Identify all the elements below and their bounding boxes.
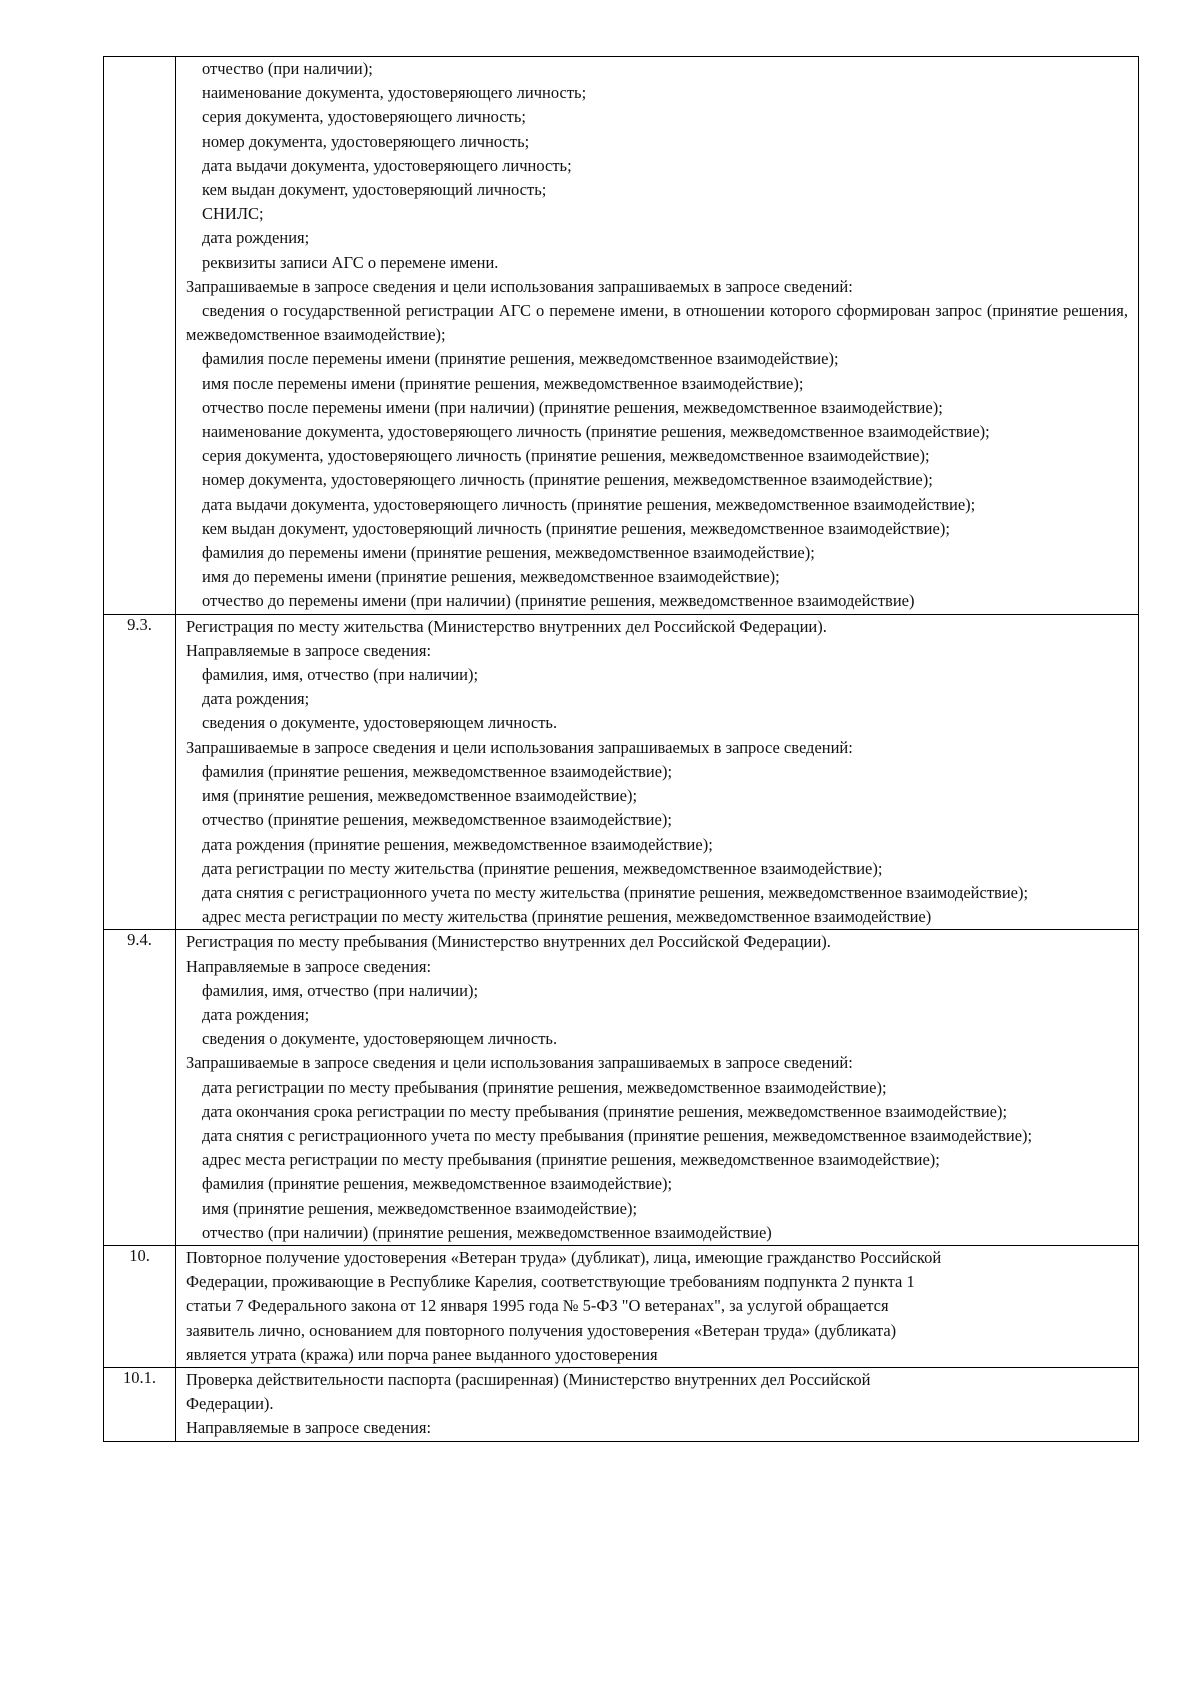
table-row bbox=[104, 1245, 1139, 1367]
text-line: фамилия после перемены имени (принятие решения, межведомственное взаимодействие); bbox=[202, 349, 839, 369]
text-line: дата рождения; bbox=[202, 228, 310, 248]
text-line: сведения о документе, удостоверяющем личность. bbox=[202, 713, 558, 733]
text-line: отчество после перемены имени (при наличии) (принятие решения, межведомственное взаимодействие); bbox=[202, 397, 943, 417]
text-line: фамилия до перемены имени (принятие решения, межведомственное взаимодействие); bbox=[202, 543, 815, 563]
text-line: отчество (принятие решения, межведомственное взаимодействие); bbox=[202, 810, 672, 830]
section-heading: Запрашиваемые в запросе сведения и цели использования запрашиваемых в запросе сведений: bbox=[186, 1053, 853, 1073]
text-line: фамилия, имя, отчество (при наличии); bbox=[202, 980, 479, 1000]
text-line: имя (принятие решения, межведомственное взаимодействие); bbox=[202, 1198, 638, 1218]
section-heading: Запрашиваемые в запросе сведения и цели использования запрашиваемых в запросе сведений: bbox=[186, 737, 853, 757]
text-line: номер документа, удостоверяющего личность (принятие решения, межведомственное взаимодействие); bbox=[202, 470, 933, 490]
text-line: статьи 7 Федерального закона от 12 января 1995 года № 5-ФЗ "О ветеранах", за услугой обращается bbox=[186, 1296, 889, 1316]
row-number: 10. bbox=[104, 1245, 176, 1367]
table-row bbox=[104, 57, 1139, 615]
text-line: дата регистрации по месту жительства (принятие решения, межведомственное взаимодействие); bbox=[202, 858, 883, 878]
text-line: наименование документа, удостоверяющего личность (принятие решения, межведомственное взаимодействие); bbox=[202, 422, 990, 442]
text-line: номер документа, удостоверяющего личность; bbox=[202, 131, 530, 151]
row-content bbox=[176, 1367, 1139, 1441]
text-line: отчество (при наличии); bbox=[202, 59, 373, 78]
text-line: фамилия, имя, отчество (при наличии); bbox=[202, 665, 479, 685]
row-content bbox=[176, 614, 1139, 930]
text-line: адрес места регистрации по месту жительства (принятие решения, межведомственное взаимодействие) bbox=[202, 907, 932, 927]
row-content bbox=[176, 930, 1139, 1246]
text-line: имя после перемены имени (принятие решения, межведомственное взаимодействие); bbox=[202, 373, 804, 393]
text-line: дата рождения; bbox=[202, 1004, 310, 1024]
text-line: имя (принятие решения, межведомственное взаимодействие); bbox=[202, 786, 638, 806]
row-content bbox=[176, 1245, 1139, 1367]
text-line: Повторное получение удостоверения «Ветеран труда» (дубликат), лица, имеющие гражданство Российской bbox=[186, 1247, 942, 1267]
text-line: серия документа, удостоверяющего личность; bbox=[202, 107, 526, 127]
text-line: дата регистрации по месту пребывания (принятие решения, межведомственное взаимодействие); bbox=[202, 1077, 887, 1097]
text-line: дата выдачи документа, удостоверяющего личность (принятие решения, межведомственное взаимодействие); bbox=[202, 494, 976, 514]
text-line: дата выдачи документа, удостоверяющего личность; bbox=[202, 155, 572, 175]
text-line: дата снятия с регистрационного учета по месту жительства (принятие решения, межведомственное взаимодействие); bbox=[202, 882, 1029, 902]
row-number: 9.4. bbox=[104, 930, 176, 1246]
text-line: кем выдан документ, удостоверяющий личность; bbox=[202, 180, 547, 200]
text-line: дата окончания срока регистрации по месту пребывания (принятие решения, межведомственное взаимодействие); bbox=[202, 1101, 1008, 1121]
text-line: Федерации). bbox=[186, 1394, 274, 1414]
text-line: серия документа, удостоверяющего личность (принятие решения, межведомственное взаимодействие); bbox=[202, 446, 930, 466]
section-heading: Регистрация по месту жительства (Министерство внутренних дел Российской Федерации). bbox=[186, 616, 827, 636]
text-line: сведения о государственной регистрации АГС о перемене имени, в отношении которого сформирован запрос (принятие решения, межведомственное взаимодействие); bbox=[186, 301, 1128, 345]
section-heading: Направляемые в запросе сведения: bbox=[186, 640, 432, 660]
text-line: СНИЛС; bbox=[202, 204, 264, 224]
text-line: заявитель лично, основанием для повторного получения удостоверения «Ветеран труда» (дубликата) bbox=[186, 1320, 897, 1340]
text-line: отчество до перемены имени (при наличии) (принятие решения, межведомственное взаимодействие) bbox=[202, 591, 915, 611]
text-line: имя до перемены имени (принятие решения, межведомственное взаимодействие); bbox=[202, 567, 780, 587]
text-line: Федерации, проживающие в Республике Карелия, соответствующие требованиям подпункта 2 пункта 1 bbox=[186, 1272, 915, 1292]
text-line: отчество (при наличии) (принятие решения, межведомственное взаимодействие) bbox=[202, 1222, 772, 1242]
text-line: реквизиты записи АГС о перемене имени. bbox=[202, 252, 499, 272]
section-heading: Запрашиваемые в запросе сведения и цели использования запрашиваемых в запросе сведений: bbox=[186, 276, 853, 296]
text-line: является утрата (кража) или порча ранее выданного удостоверения bbox=[186, 1344, 658, 1364]
text-line: дата рождения; bbox=[202, 689, 310, 709]
row-content bbox=[176, 57, 1139, 615]
text-line: фамилия (принятие решения, межведомственное взаимодействие); bbox=[202, 1174, 673, 1194]
text-line: кем выдан документ, удостоверяющий личность (принятие решения, межведомственное взаимодействие); bbox=[202, 518, 950, 538]
text-line: адрес места регистрации по месту пребывания (принятие решения, межведомственное взаимодействие); bbox=[202, 1150, 940, 1170]
services-table bbox=[103, 56, 1139, 1442]
row-number: 9.3. bbox=[104, 614, 176, 930]
section-heading: Направляемые в запросе сведения: bbox=[186, 1418, 432, 1438]
text-line: дата снятия с регистрационного учета по месту пребывания (принятие решения, межведомственное взаимодействие); bbox=[202, 1125, 1033, 1145]
text-line: наименование документа, удостоверяющего личность; bbox=[202, 83, 587, 103]
text-line: Проверка действительности паспорта (расширенная) (Министерство внутренних дел Российской bbox=[186, 1369, 871, 1389]
section-heading: Регистрация по месту пребывания (Министерство внутренних дел Российской Федерации). bbox=[186, 932, 831, 952]
text-line: дата рождения (принятие решения, межведомственное взаимодействие); bbox=[202, 834, 713, 854]
table-row bbox=[104, 614, 1139, 930]
row-number: 10.1. bbox=[104, 1367, 176, 1441]
section-heading: Направляемые в запросе сведения: bbox=[186, 956, 432, 976]
table-row bbox=[104, 1367, 1139, 1441]
text-line: фамилия (принятие решения, межведомственное взаимодействие); bbox=[202, 761, 673, 781]
table-row bbox=[104, 930, 1139, 1246]
row-number bbox=[104, 57, 176, 615]
text-line: сведения о документе, удостоверяющем личность. bbox=[202, 1029, 558, 1049]
